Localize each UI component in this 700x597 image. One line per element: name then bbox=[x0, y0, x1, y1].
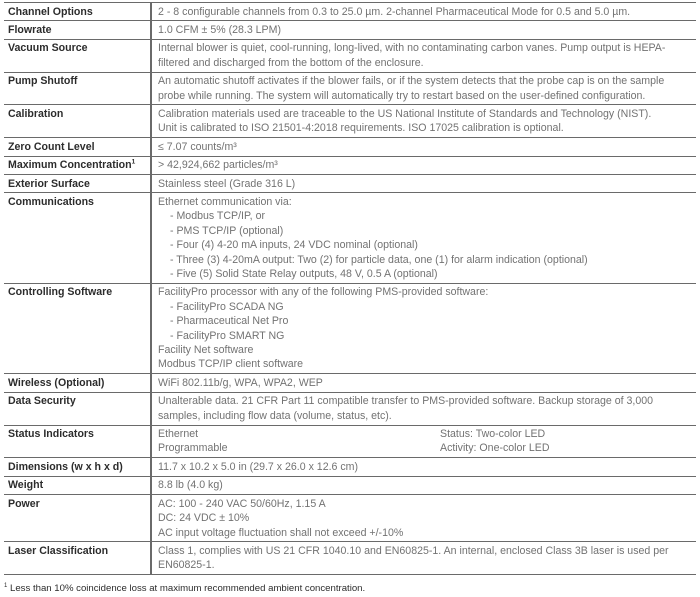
indicator-type: Status: Two-color LED bbox=[440, 428, 546, 441]
spec-row-vacuum-source bbox=[4, 39, 696, 72]
spec-row-flowrate bbox=[4, 21, 696, 39]
spec-label: Controlling Software bbox=[4, 283, 151, 373]
list-item: - FacilityPro SCADA NG bbox=[170, 300, 284, 313]
spec-value bbox=[151, 193, 696, 283]
value-line: Internal blower is quiet, cool-running, long-lived, with no contaminating carbon vanes. Pump output is HEPA- bbox=[158, 42, 666, 55]
spec-label: Calibration bbox=[4, 105, 151, 138]
status-indicators-grid bbox=[158, 427, 692, 456]
footnote-marker: 1 bbox=[4, 582, 8, 589]
value-line: probe while running. The system will automatically try to restart based on the user-defined configuration. bbox=[158, 89, 646, 102]
spec-row-zero-count-level bbox=[4, 138, 696, 156]
spec-row-weight bbox=[4, 476, 696, 494]
value-line: An automatic shutoff activates if the blower fails, or if the system detects that the probe cap is on the sample bbox=[158, 75, 665, 88]
value-line: AC: 100 - 240 VAC 50/60Hz, 1.15 A bbox=[158, 497, 326, 510]
spec-value: 2 - 8 configurable channels from 0.3 to 25.0 µm. 2-channel Pharmaceutical Mode for 0.5 and 5.0 µm. bbox=[158, 5, 631, 18]
spec-label: Communications bbox=[4, 193, 151, 283]
spec-label: Data Security bbox=[4, 392, 151, 425]
value-line: Modbus TCP/IP client software bbox=[158, 358, 304, 371]
value-line: Facility Net software bbox=[158, 344, 254, 357]
value-line: Ethernet communication via: bbox=[158, 195, 292, 208]
value-line: AC input voltage fluctuation shall not exceed +/-10% bbox=[158, 526, 404, 539]
list-item: - Four (4) 4-20 mA inputs, 24 VDC nominal (optional) bbox=[170, 239, 418, 252]
footnote-marker: 1 bbox=[131, 158, 136, 166]
value-line: Class 1, complies with US 21 CFR 1040.10 and EN60825-1. An internal, enclosed Class 3B laser is used per bbox=[158, 544, 669, 557]
spec-label bbox=[4, 156, 151, 174]
indicator-types bbox=[440, 427, 550, 456]
spec-label: Exterior Surface bbox=[4, 175, 151, 193]
list-item: - Pharmaceutical Net Pro bbox=[170, 315, 289, 328]
spec-label: Pump Shutoff bbox=[4, 72, 151, 105]
value-line: FacilityPro processor with any of the following PMS-provided software: bbox=[158, 286, 489, 299]
spec-value: Stainless steel (Grade 316 L) bbox=[158, 177, 296, 190]
spec-value bbox=[151, 105, 696, 138]
spec-value: 1.0 CFM ± 5% (28.3 LPM) bbox=[158, 23, 281, 36]
spec-row-channel-options bbox=[4, 3, 696, 21]
indicator-name: Ethernet bbox=[158, 428, 199, 441]
spec-label: Channel Options bbox=[4, 3, 151, 21]
spec-label: Dimensions (w x h x d) bbox=[4, 458, 151, 476]
spec-row-wireless bbox=[4, 374, 696, 392]
spec-value bbox=[151, 542, 696, 575]
spec-value: 8.8 lb (4.0 kg) bbox=[158, 479, 223, 492]
spec-value: WiFi 802.11b/g, WPA, WPA2, WEP bbox=[158, 376, 323, 389]
value-line: filtered and discharged from the bottom of the enclosure. bbox=[158, 56, 424, 69]
spec-row-data-security bbox=[4, 392, 696, 425]
value-line: EN60825-1. bbox=[158, 559, 215, 572]
spec-label: Status Indicators bbox=[4, 425, 151, 458]
spec-label: Weight bbox=[4, 476, 151, 494]
footnote bbox=[4, 583, 365, 594]
spec-row-controlling-software bbox=[4, 283, 696, 373]
spec-value: ≤ 7.07 counts/m³ bbox=[158, 140, 237, 153]
list-item: - PMS TCP/IP (optional) bbox=[170, 224, 284, 237]
value-line: Calibration materials used are traceable to the US National Institute of Standards and Technology (NIST). bbox=[158, 107, 652, 120]
spec-row-status-indicators bbox=[4, 425, 696, 458]
spec-value: 11.7 x 10.2 x 5.0 in (29.7 x 26.0 x 12.6 cm) bbox=[158, 460, 359, 473]
spec-row-communications bbox=[4, 193, 696, 283]
list-item: - Modbus TCP/IP, or bbox=[170, 210, 265, 223]
spec-row-maximum-concentration bbox=[4, 156, 696, 174]
spec-row-laser-classification bbox=[4, 542, 696, 575]
spec-value bbox=[151, 72, 696, 105]
spec-label-text: Maximum Concentration bbox=[8, 159, 132, 172]
specifications-table bbox=[4, 2, 696, 575]
indicator-type: Activity: One-color LED bbox=[440, 442, 550, 455]
spec-row-exterior-surface bbox=[4, 175, 696, 193]
indicator-name: Programmable bbox=[158, 442, 228, 455]
spec-row-power bbox=[4, 495, 696, 542]
spec-label: Laser Classification bbox=[4, 542, 151, 575]
value-line: samples, including flow data (volume, status, etc). bbox=[158, 409, 392, 422]
spec-value bbox=[151, 495, 696, 542]
spec-value bbox=[151, 392, 696, 425]
spec-label: Zero Count Level bbox=[4, 138, 151, 156]
spec-row-calibration bbox=[4, 105, 696, 138]
spec-row-pump-shutoff bbox=[4, 72, 696, 105]
value-line: DC: 24 VDC ± 10% bbox=[158, 512, 250, 525]
footnote-text: Less than 10% coincidence loss at maximum recommended ambient concentration. bbox=[10, 583, 366, 594]
spec-label: Wireless (Optional) bbox=[4, 374, 151, 392]
list-item: - Three (3) 4-20mA output: Two (2) for particle data, one (1) for alarm indication (optional) bbox=[170, 253, 588, 266]
value-line: Unit is calibrated to ISO 21501-4:2018 requirements. ISO 17025 calibration is optional. bbox=[158, 122, 564, 135]
spec-row-dimensions bbox=[4, 458, 696, 476]
indicator-names bbox=[158, 427, 440, 456]
spec-label: Vacuum Source bbox=[4, 39, 151, 72]
spec-value bbox=[151, 39, 696, 72]
list-item: - Five (5) Solid State Relay outputs, 48 V, 0.5 A (optional) bbox=[170, 268, 438, 280]
value-line: Unalterable data. 21 CFR Part 11 compatible transfer to PMS-provided software. Backup storage of 3,000 bbox=[158, 395, 654, 408]
spec-label: Power bbox=[4, 495, 151, 542]
spec-value: > 42,924,662 particles/m³ bbox=[158, 159, 278, 172]
spec-value bbox=[151, 283, 696, 373]
list-item: - FacilityPro SMART NG bbox=[170, 329, 285, 342]
spec-label: Flowrate bbox=[4, 21, 151, 39]
spec-value bbox=[151, 425, 696, 458]
